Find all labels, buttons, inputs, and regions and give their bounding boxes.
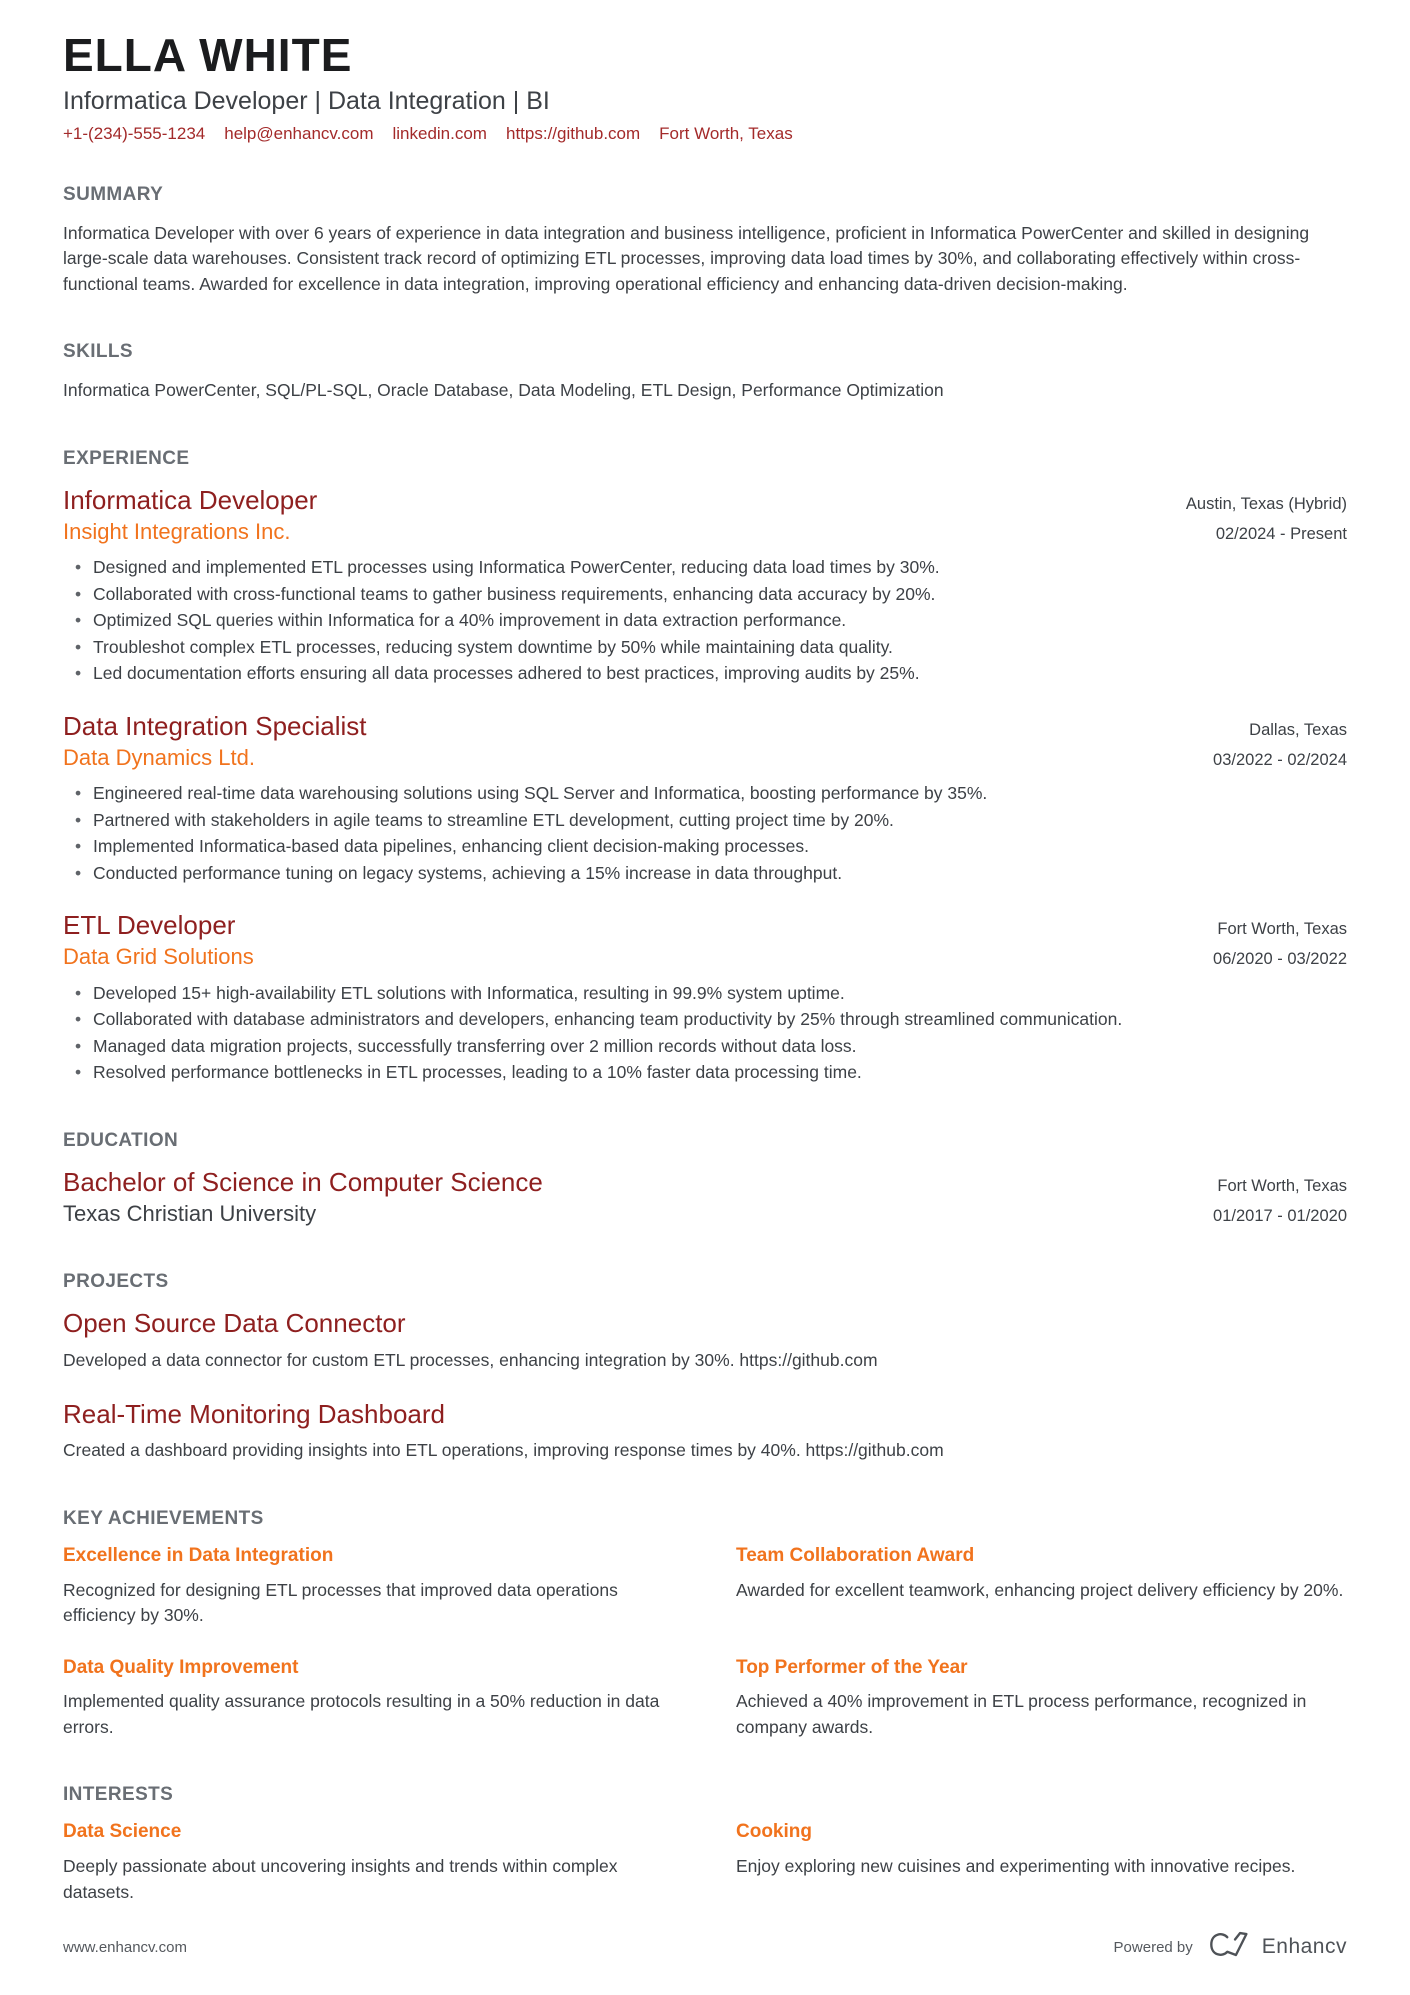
powered-by-block xyxy=(1114,1929,1347,1965)
experience-heading: EXPERIENCE xyxy=(63,447,190,469)
enhancv-logo-icon xyxy=(1207,1929,1253,1965)
contact-phone[interactable]: +1-(234)-555-1234 xyxy=(63,123,206,143)
achievement-card xyxy=(63,1657,674,1741)
job-company: Insight Integrations Inc. xyxy=(63,518,291,544)
contact-linkedin[interactable]: linkedin.com xyxy=(392,123,487,143)
education-dates: 01/2017 - 01/2020 xyxy=(1213,1207,1347,1226)
project-title: Open Source Data Connector xyxy=(63,1308,406,1339)
project-description: Developed a data connector for custom ETL processes, enhancing integration by 30%. https://github.com xyxy=(63,1349,878,1370)
interest-text: Enjoy exploring new cuisines and experimenting with innovative recipes. xyxy=(736,1856,1296,1877)
job-entry xyxy=(63,485,1347,687)
job-bullet: • Collaborated with cross-functional teams to gather business requirements, enhancing data accuracy by 20%. xyxy=(63,582,1347,608)
projects-section xyxy=(63,1271,1347,1463)
job-bullet: • Optimized SQL queries within Informatica for a 40% improvement in data extraction performance. xyxy=(63,608,1347,634)
job-bullet: • Engineered real-time data warehousing solutions using SQL Server and Informatica, boosting performance by 35%. xyxy=(63,781,1347,807)
enhancv-brand-link[interactable] xyxy=(1207,1929,1347,1965)
job-title: Data Integration Specialist xyxy=(63,710,367,741)
contact-github[interactable]: https://github.com xyxy=(505,123,641,143)
job-bullet: • Developed 15+ high-availability ETL solutions with Informatica, resulting in 99.9% system uptime. xyxy=(63,981,1347,1007)
achievement-title: Top Performer of the Year xyxy=(736,1656,968,1678)
interest-title: Cooking xyxy=(736,1821,812,1843)
interests-heading: INTERESTS xyxy=(63,1784,174,1806)
resume-header xyxy=(63,30,1347,144)
job-entry xyxy=(63,910,1347,1086)
achievement-text: Implemented quality assurance protocols resulting in a 50% reduction in data errors. xyxy=(63,1691,660,1737)
achievement-text: Awarded for excellent teamwork, enhancing project delivery efficiency by 20%. xyxy=(736,1579,1344,1600)
job-entry xyxy=(63,711,1347,887)
achievement-title: Data Quality Improvement xyxy=(63,1656,299,1678)
job-company: Data Dynamics Ltd. xyxy=(63,744,255,770)
contact-location: Fort Worth, Texas xyxy=(659,123,793,143)
job-bullet: • Led documentation efforts ensuring all data processes adhered to best practices, improving audits by 25%. xyxy=(63,661,1347,687)
education-location: Fort Worth, Texas xyxy=(1217,1176,1347,1195)
job-bullet: • Troubleshot complex ETL processes, reducing system downtime by 50% while maintaining data quality. xyxy=(63,635,1347,661)
interest-text: Deeply passionate about uncovering insights and trends within complex datasets. xyxy=(63,1856,618,1902)
job-bullet: • Conducted performance tuning on legacy systems, achieving a 15% increase in data throughput. xyxy=(63,861,1347,887)
summary-section xyxy=(63,184,1347,298)
footer-site-link[interactable]: www.enhancv.com xyxy=(63,1938,187,1956)
project-title: Real-Time Monitoring Dashboard xyxy=(63,1399,445,1430)
job-location: Dallas, Texas xyxy=(1249,720,1347,739)
interests-section xyxy=(63,1784,1347,1905)
job-title: ETL Developer xyxy=(63,910,236,941)
achievements-heading: KEY ACHIEVEMENTS xyxy=(63,1507,264,1529)
job-dates: 06/2020 - 03/2022 xyxy=(1213,950,1347,969)
achievement-card xyxy=(736,1657,1347,1741)
summary-text: Informatica Developer with over 6 years of experience in data integration and business intelligence, proficient in Informatica PowerCenter and skilled in designing large-scale data warehouses. Consistent track record of optimizing ETL processes, improving data load times by 30%, and collaborating effectively within cross-functional teams. Awarded for excellence in data integration, improving operational efficiency and enhancing data-driven decision-making. xyxy=(63,222,1310,294)
job-bullets xyxy=(63,981,1347,1086)
powered-by-label: Powered by xyxy=(1113,1938,1193,1956)
job-bullet: • Partnered with stakeholders in agile teams to streamline ETL development, cutting project time by 20%. xyxy=(63,808,1347,834)
enhancv-brand-text: Enhancv xyxy=(1261,1935,1347,1958)
achievement-title: Team Collaboration Award xyxy=(736,1544,975,1566)
job-bullet: • Managed data migration projects, successfully transferring over 2 million records without data loss. xyxy=(63,1034,1347,1060)
contact-email[interactable]: help@enhancv.com xyxy=(224,123,374,143)
job-dates: 02/2024 - Present xyxy=(1215,524,1347,543)
project-entry xyxy=(63,1308,1347,1373)
degree-title: Bachelor of Science in Computer Science xyxy=(63,1166,543,1197)
contact-row xyxy=(63,124,1347,144)
job-location: Austin, Texas (Hybrid) xyxy=(1185,494,1347,513)
project-entry xyxy=(63,1399,1347,1464)
job-dates: 03/2022 - 02/2024 xyxy=(1213,750,1347,769)
job-bullet: • Designed and implemented ETL processes using Informatica PowerCenter, reducing data load times by 30%. xyxy=(63,555,1347,581)
summary-heading: SUMMARY xyxy=(63,183,164,205)
achievement-card xyxy=(63,1545,674,1629)
job-company: Data Grid Solutions xyxy=(63,944,254,970)
page-footer xyxy=(63,1929,1347,1965)
candidate-headline: Informatica Developer | Data Integration | BI xyxy=(63,86,550,115)
skills-text: Informatica PowerCenter, SQL/PL-SQL, Oracle Database, Data Modeling, ETL Design, Performance Optimization xyxy=(63,380,944,401)
achievement-card xyxy=(736,1545,1347,1629)
job-bullet: • Resolved performance bottlenecks in ETL processes, leading to a 10% faster data processing time. xyxy=(63,1060,1347,1086)
job-bullet: • Implemented Informatica-based data pipelines, enhancing client decision-making processes. xyxy=(63,834,1347,860)
skills-heading: SKILLS xyxy=(63,341,133,363)
job-bullet: • Collaborated with database administrators and developers, enhancing team productivity by 25% through streamlined communication. xyxy=(63,1007,1347,1033)
education-heading: EDUCATION xyxy=(63,1129,179,1151)
project-description: Created a dashboard providing insights into ETL operations, improving response times by 40%. https://github.com xyxy=(63,1440,944,1461)
interest-card xyxy=(63,1821,674,1905)
skills-section xyxy=(63,341,1347,404)
achievement-text: Recognized for designing ETL processes that improved data operations efficiency by 30%. xyxy=(63,1579,618,1626)
interest-card xyxy=(736,1821,1347,1905)
experience-section xyxy=(63,448,1347,1086)
interest-title: Data Science xyxy=(63,1821,182,1843)
achievement-title: Excellence in Data Integration xyxy=(63,1544,334,1566)
education-section xyxy=(63,1130,1347,1228)
achievement-text: Achieved a 40% improvement in ETL process performance, recognized in company awards. xyxy=(736,1691,1307,1737)
school-name: Texas Christian University xyxy=(63,1201,317,1227)
job-bullets xyxy=(63,781,1347,886)
job-location: Fort Worth, Texas xyxy=(1217,920,1347,939)
candidate-name: ELLA WHITE xyxy=(63,29,353,81)
job-title: Informatica Developer xyxy=(63,484,318,515)
projects-heading: PROJECTS xyxy=(63,1271,169,1293)
job-bullets xyxy=(63,555,1347,687)
achievements-section xyxy=(63,1508,1347,1741)
